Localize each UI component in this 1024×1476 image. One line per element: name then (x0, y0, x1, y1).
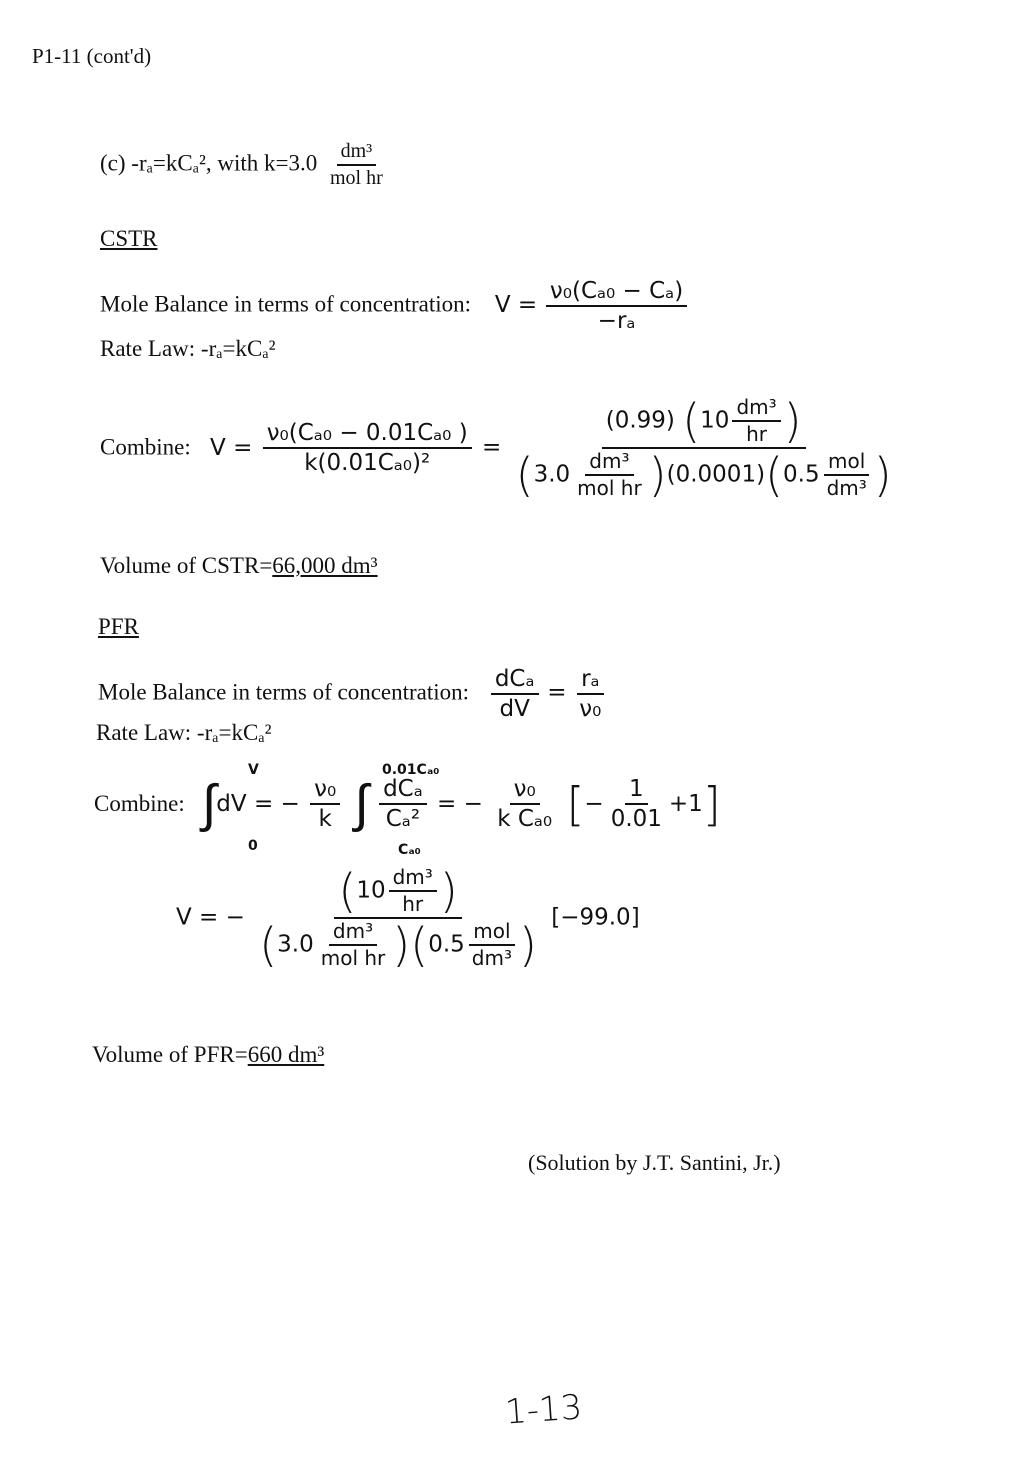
int1-upper-limit: V (248, 762, 259, 778)
cstr-combine-lhs: V = (210, 434, 253, 461)
pfr-k-unit (317, 920, 390, 970)
int2-num: dCₐ (379, 776, 427, 805)
pfr-v-den (255, 919, 541, 970)
pfr-volume-line (92, 1042, 324, 1068)
cstr-combine-num: ν₀(Cₐ₀ − 0.01Cₐ₀ ) (263, 420, 472, 449)
res-num: ν₀ (510, 776, 540, 805)
pfr-v-num (334, 866, 461, 919)
bracket-num: 1 (625, 776, 648, 805)
pfr-dcdv-num: dCₐ (491, 666, 539, 695)
int1-body: dV = − (216, 790, 300, 817)
cstr-combine-label: Combine: (100, 434, 191, 460)
pfr-v-factor: [−99.0] (551, 904, 640, 931)
k-unit-fraction (326, 140, 387, 190)
paren-open: ( (765, 448, 784, 502)
paren-open: ( (682, 394, 701, 448)
paren-open: ( (410, 918, 429, 972)
cstr-combine-eq: = (482, 434, 502, 461)
pfr-v-den-a: 3.0 (277, 931, 314, 958)
pfr-conc-unit-den: dm³ (471, 946, 512, 970)
cstr-volume-line (100, 553, 378, 579)
cstr-numeric-num-a: (0.99) (605, 407, 675, 434)
cstr-numeric-num-b: 10 (700, 407, 730, 434)
pfr-v-den-b: 0.5 (428, 931, 465, 958)
pfr-v-num-a: 10 (356, 877, 386, 904)
cstr-conc-unit-den: dm³ (826, 476, 867, 500)
handwritten-page-number: 1-13 (503, 1387, 584, 1433)
cstr-flow-unit-num: dm³ (732, 396, 780, 422)
pfr-volume-prefix: Volume of PFR= (92, 1042, 248, 1067)
bracket-den: 0.01 (610, 806, 662, 833)
bracket-close: ] (702, 777, 721, 832)
res-fraction (493, 776, 556, 833)
int1-coef-fraction (310, 776, 340, 833)
pfr-volume-value: 660 dm³ (247, 1042, 325, 1067)
integral-sign: ∫ (202, 774, 217, 835)
pfr-rate-over-flow-fraction (575, 666, 605, 723)
pfr-mole-balance-label: Mole Balance in terms of concentration: (98, 679, 470, 705)
pfr-conc-unit-num: mol (469, 920, 514, 946)
cstr-combine-fraction (263, 420, 472, 477)
bracket-minus: − (584, 790, 604, 817)
integral-sign: ∫ (354, 774, 369, 835)
pfr-v-lhs: V = − (176, 904, 245, 931)
pfr-dcdv-fraction (491, 666, 539, 723)
solution-credit: (Solution by J.T. Santini, Jr.) (528, 1150, 781, 1175)
paren-close: ) (439, 864, 458, 918)
bracket-rest: +1 (668, 790, 703, 817)
cstr-conc-unit-num: mol (824, 450, 869, 476)
cstr-numeric-num (602, 396, 806, 449)
part-c-line (100, 140, 390, 190)
cstr-mole-balance-line (100, 278, 690, 335)
pfr-dcdv-den: dV (499, 696, 530, 723)
cstr-combine-line (100, 396, 899, 500)
pfr-k-unit-den: mol hr (320, 946, 386, 970)
cstr-flow-unit (732, 396, 780, 446)
cstr-mole-balance-num: ν₀(Cₐ₀ − Cₐ) (546, 278, 687, 307)
part-c-rate-expr: -rₐ=kCₐ², with k=3.0 (131, 150, 318, 176)
cstr-numeric-den-c: 0.5 (783, 461, 820, 488)
paren-close: ) (648, 448, 667, 502)
cstr-k-unit (573, 450, 646, 500)
int2-upper-limit: 0.01Cₐ₀ (382, 762, 440, 778)
pfr-flow-unit-den: hr (402, 892, 424, 916)
cstr-k-unit-den: mol hr (577, 476, 642, 500)
cstr-combine-den: k(0.01Cₐ₀)² (304, 450, 431, 476)
pfr-rate-num: rₐ (577, 666, 603, 695)
pfr-mole-balance-line (98, 666, 608, 723)
bracket-open: [ (566, 777, 585, 832)
paren-close: ) (518, 918, 537, 972)
int2-den: Cₐ² (385, 806, 421, 833)
cstr-flow-unit-den: hr (746, 422, 767, 446)
cstr-rate-law: Rate Law: -rₐ=kCₐ² (100, 336, 276, 361)
int2-fraction (379, 776, 427, 833)
pfr-v-fraction (255, 866, 541, 970)
pfr-flow-unit-num: dm³ (389, 866, 437, 892)
res-den: k Cₐ₀ (497, 806, 553, 833)
cstr-volume-prefix: Volume of CSTR= (100, 553, 273, 578)
bracket-fraction (607, 776, 666, 833)
cstr-numeric-den-a: 3.0 (533, 461, 571, 488)
paren-close: ) (873, 448, 892, 502)
pfr-flow-unit (389, 866, 437, 916)
k-unit-num: dm³ (337, 140, 377, 166)
pfr-volume-eval-line (176, 866, 640, 970)
pfr-mole-balance-eq: = (547, 679, 567, 706)
part-c-label: (c) (100, 150, 126, 176)
pfr-k-unit-num: dm³ (329, 920, 377, 946)
problem-label: P1-11 (cont'd) (32, 44, 152, 68)
pfr-eq-minus: = − (437, 790, 483, 817)
pfr-conc-unit (468, 920, 516, 970)
paren-open: ( (338, 864, 357, 918)
cstr-mole-balance-lhs: V = (494, 291, 538, 318)
k-unit-den: mol hr (330, 167, 383, 189)
int2-lower-limit: Cₐ₀ (398, 842, 421, 858)
cstr-numeric-fraction (512, 396, 896, 500)
cstr-heading: CSTR (100, 226, 158, 251)
int1-coef-num: ν₀ (310, 776, 340, 805)
int1-lower-limit: 0 (248, 838, 258, 854)
cstr-k-unit-num: dm³ (585, 450, 633, 476)
pfr-heading: PFR (98, 614, 139, 639)
cstr-numeric-den (512, 449, 896, 500)
cstr-mole-balance-label: Mole Balance in terms of concentration: (100, 291, 472, 317)
cstr-mole-balance-fraction (546, 278, 687, 335)
cstr-mole-balance-den: −rₐ (597, 308, 636, 335)
pfr-flow-den: ν₀ (579, 696, 602, 723)
cstr-volume-value: 66,000 dm³ (272, 553, 378, 578)
cstr-numeric-den-b: (0.0001) (666, 461, 766, 488)
cstr-conc-unit (823, 450, 871, 500)
int1-coef-den: k (318, 806, 332, 833)
pfr-rate-law: Rate Law: -rₐ=kCₐ² (96, 720, 272, 745)
paren-open: ( (259, 918, 278, 972)
paren-open: ( (515, 448, 534, 502)
pfr-combine-line (94, 776, 721, 833)
paren-close: ) (783, 394, 802, 448)
paren-close: ) (392, 918, 411, 972)
pfr-combine-label: Combine: (94, 790, 185, 816)
